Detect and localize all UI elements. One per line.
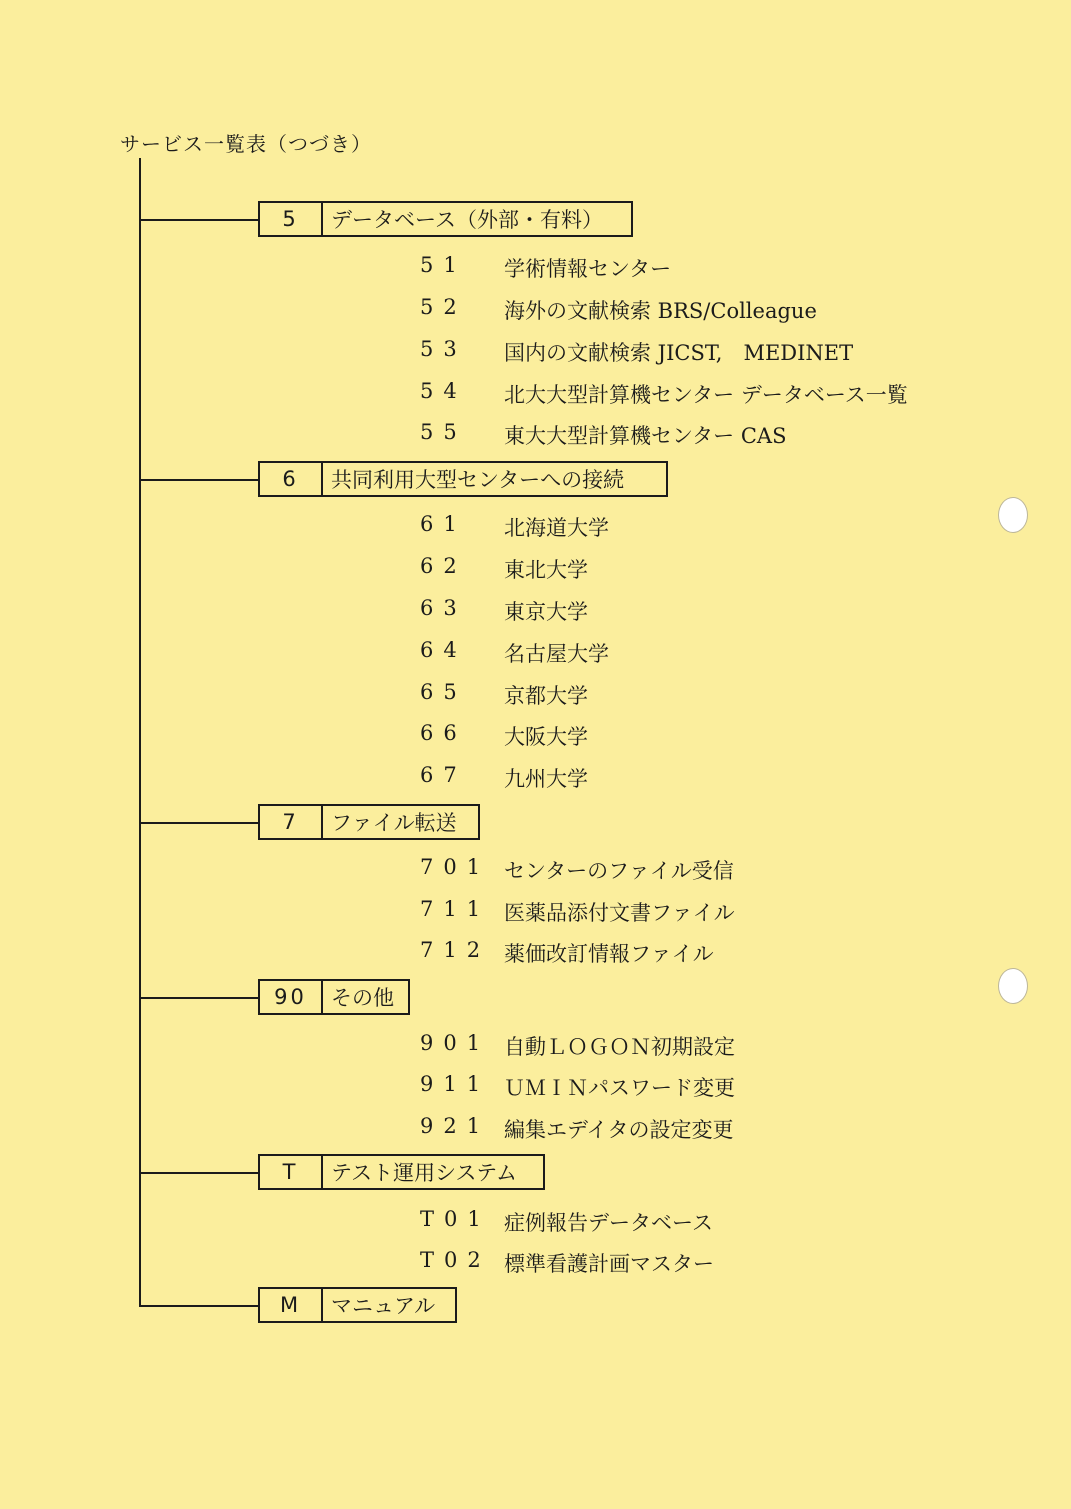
tree-branch-line: [139, 479, 259, 481]
punch-hole: [998, 968, 1028, 1004]
section-code: 6: [260, 463, 323, 495]
tree-branch-line: [139, 1305, 259, 1307]
section-code: 5: [260, 203, 323, 235]
item-text: 薬価改訂情報ファイル: [504, 942, 714, 966]
tree-branch-line: [139, 219, 259, 221]
item-number: 61: [420, 512, 467, 536]
item-text: 東京大学: [504, 600, 588, 624]
item-text: 海外の文献検索 BRS/Colleague: [504, 299, 817, 323]
item-text: 東北大学: [504, 558, 588, 582]
item-number: T01: [420, 1207, 491, 1231]
item-text: 症例報告データベース: [504, 1211, 713, 1235]
item-text: ＵＭＩＮパスワード変更: [504, 1076, 735, 1100]
item-number: 712: [420, 938, 491, 962]
item-number: 55: [420, 420, 467, 444]
item-number: 701: [420, 855, 491, 879]
item-number: 54: [420, 379, 467, 403]
item-number: T02: [420, 1248, 491, 1272]
section-box-manual: [258, 1287, 457, 1323]
item-text: 医薬品添付文書ファイル: [504, 901, 735, 925]
item-text: 国内の文献検索 JICST, MEDINET: [504, 341, 854, 365]
section-label: マニュアル: [331, 1294, 436, 1318]
item-text: 北大大型計算機センター データベース一覧: [504, 383, 908, 407]
item-text: 大阪大学: [504, 725, 588, 749]
section-code: 90: [260, 981, 323, 1013]
item-text: 名古屋大学: [504, 642, 609, 666]
item-text: 自動ＬＯＧＯＮ初期設定: [504, 1035, 735, 1059]
item-number: 51: [420, 253, 467, 277]
section-code: T: [260, 1156, 323, 1188]
section-label: 共同利用大型センターへの接続: [331, 468, 625, 492]
section-code: M: [260, 1289, 323, 1321]
item-text: センターのファイル受信: [504, 859, 734, 883]
tree-branch-line: [139, 822, 259, 824]
item-text: 九州大学: [504, 767, 588, 791]
punch-hole: [998, 497, 1028, 533]
item-text: 学術情報センター: [504, 257, 672, 281]
item-text: 京都大学: [504, 684, 588, 708]
section-box-test-system: [258, 1154, 545, 1190]
item-number: 65: [420, 680, 467, 704]
item-number: 67: [420, 763, 467, 787]
item-number: 66: [420, 721, 467, 745]
item-text: 北海道大学: [504, 516, 609, 540]
item-number: 62: [420, 554, 467, 578]
item-number: 63: [420, 596, 467, 620]
tree-branch-line: [139, 1172, 259, 1174]
item-number: 901: [420, 1031, 491, 1055]
section-box-file-transfer: [258, 804, 480, 840]
item-text: 編集エデイタの設定変更: [504, 1118, 734, 1142]
section-box-shared-center: [258, 461, 668, 497]
tree-branch-line: [139, 997, 259, 999]
item-number: 911: [420, 1072, 491, 1096]
item-number: 921: [420, 1114, 491, 1138]
section-label: ファイル転送: [331, 811, 457, 835]
section-code: 7: [260, 806, 323, 838]
item-number: 64: [420, 638, 467, 662]
tree-trunk-line: [139, 158, 141, 1306]
item-text: 標準看護計画マスター: [504, 1252, 714, 1276]
item-number: 53: [420, 337, 467, 361]
item-number: 52: [420, 295, 467, 319]
section-label: その他: [331, 986, 394, 1010]
item-number: 711: [420, 897, 491, 921]
section-box-database: [258, 201, 633, 237]
item-text: 東大大型計算機センター CAS: [504, 424, 787, 448]
section-label: テスト運用システム: [331, 1161, 518, 1185]
page-title: サービス一覧表（つづき）: [120, 132, 372, 156]
section-label: データベース（外部・有料）: [331, 208, 603, 232]
section-box-other: [258, 979, 410, 1015]
